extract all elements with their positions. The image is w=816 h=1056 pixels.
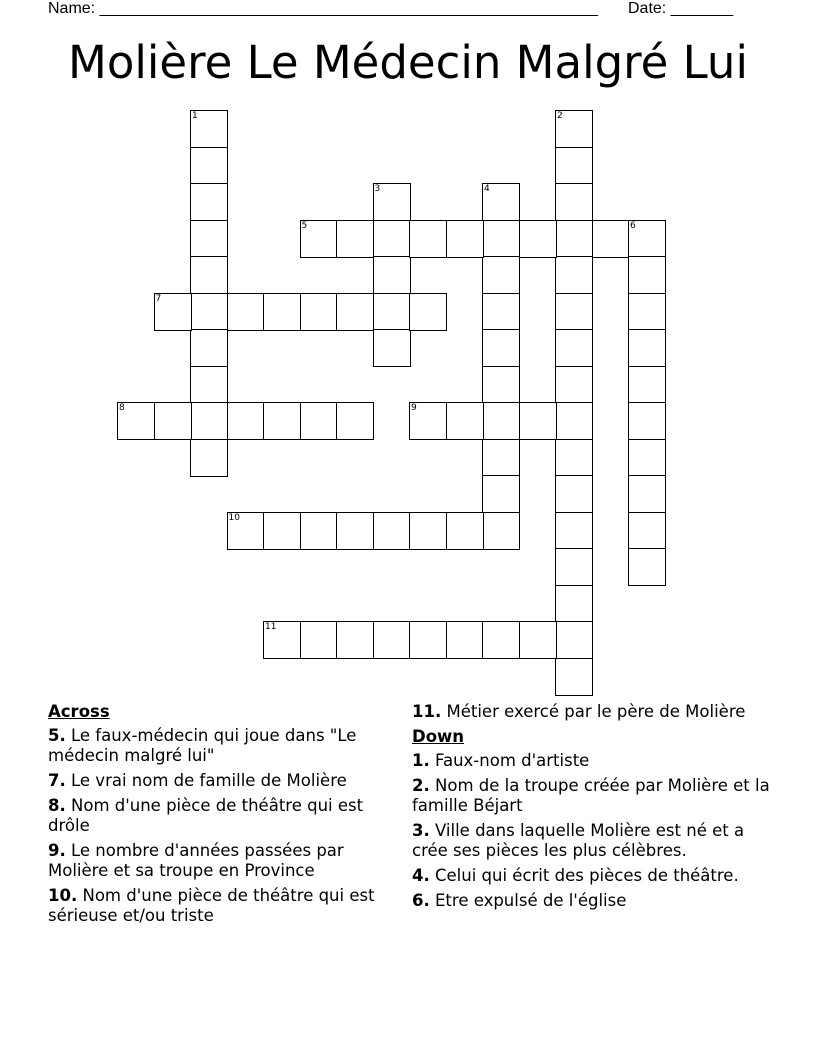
- grid-number: 4: [484, 184, 490, 194]
- grid-cell[interactable]: [555, 256, 593, 294]
- grid-number: 5: [301, 220, 308, 231]
- grid-cell[interactable]: [628, 366, 666, 404]
- grid-cell[interactable]: [628, 329, 666, 367]
- name-field-label[interactable]: Name: ________________________________________________________: [48, 0, 598, 17]
- grid-cell[interactable]: [409, 402, 447, 440]
- grid-cell[interactable]: [555, 183, 593, 221]
- grid-cell[interactable]: [482, 293, 520, 331]
- grid-cell[interactable]: [190, 147, 228, 185]
- grid-cell[interactable]: [227, 293, 265, 331]
- grid-number: 3: [374, 184, 381, 194]
- grid-cell[interactable]: [555, 621, 593, 659]
- grid-cell[interactable]: [336, 512, 374, 550]
- grid-cell[interactable]: [190, 329, 228, 367]
- grid-number: 9: [411, 403, 417, 413]
- grid-cell[interactable]: [446, 621, 484, 659]
- grid-cell[interactable]: [446, 402, 484, 440]
- grid-number: 6: [630, 220, 636, 231]
- grid-cell[interactable]: [482, 329, 520, 367]
- grid-cell[interactable]: [628, 475, 666, 513]
- grid-cell[interactable]: [482, 475, 520, 513]
- grid-number: 8: [119, 403, 125, 413]
- grid-cell[interactable]: [227, 402, 265, 440]
- clue-down-3: 3. Ville dans laquelle Molière est né et a crée ses pièces les plus célèbres.: [412, 821, 745, 860]
- across-heading: Across: [48, 702, 110, 721]
- grid-cell[interactable]: [300, 512, 338, 550]
- grid-cell[interactable]: [482, 183, 520, 221]
- grid-cell[interactable]: [409, 512, 447, 550]
- grid-cell[interactable]: [373, 256, 411, 294]
- grid-cell[interactable]: [263, 621, 301, 659]
- clue-across-11: 11. Métier exercé par le père de Molière: [412, 702, 746, 721]
- grid-cell[interactable]: [555, 110, 593, 148]
- grid-cell[interactable]: [190, 256, 228, 294]
- clue-across-10: 10. Nom d'une pièce de théâtre qui est sérieuse et/ou triste: [48, 886, 375, 925]
- grid-cell[interactable]: [555, 147, 593, 185]
- grid-cell[interactable]: [555, 512, 593, 550]
- grid-cell[interactable]: [263, 402, 301, 440]
- date-field-label[interactable]: Date: _______: [628, 0, 733, 17]
- grid-number: 7: [155, 293, 162, 304]
- grid-cell[interactable]: [373, 512, 411, 550]
- grid-number: 11: [265, 622, 277, 632]
- grid-cell[interactable]: [373, 621, 411, 659]
- grid-cell[interactable]: [373, 183, 411, 221]
- grid-cell[interactable]: [336, 293, 374, 331]
- grid-cell[interactable]: [555, 329, 593, 367]
- grid-cell[interactable]: [628, 256, 666, 294]
- grid-cell[interactable]: [154, 402, 192, 440]
- grid-cell[interactable]: [117, 402, 155, 440]
- grid-cell[interactable]: [263, 293, 301, 331]
- grid-cell[interactable]: [300, 220, 338, 258]
- grid-cell[interactable]: [336, 220, 374, 258]
- grid-cell[interactable]: [446, 220, 484, 258]
- grid-cell[interactable]: [555, 658, 593, 696]
- grid-cell[interactable]: [555, 402, 593, 440]
- grid-cell[interactable]: [190, 110, 228, 148]
- grid-cell[interactable]: [190, 183, 228, 221]
- grid-cell[interactable]: [555, 475, 593, 513]
- grid-cell[interactable]: [482, 512, 520, 550]
- grid-cell[interactable]: [555, 220, 593, 258]
- grid-number: 2: [557, 111, 563, 121]
- grid-cell[interactable]: [628, 293, 666, 331]
- grid-cell[interactable]: [482, 402, 520, 440]
- grid-cell[interactable]: [300, 293, 338, 331]
- clue-down-6: 6. Etre expulsé de l'église: [412, 891, 627, 910]
- grid-cell[interactable]: [190, 293, 228, 331]
- clues-column-left: [48, 702, 388, 931]
- grid-cell[interactable]: [482, 366, 520, 404]
- grid-cell[interactable]: [482, 621, 520, 659]
- grid-cell[interactable]: [336, 402, 374, 440]
- grid-cell[interactable]: [555, 585, 593, 623]
- clues-column-right: [412, 702, 772, 916]
- clue-across-5: 5. Le faux-médecin qui joue dans "Le médecin malgré lui": [48, 726, 357, 765]
- grid-number: 10: [228, 512, 240, 523]
- grid-cell[interactable]: [373, 220, 411, 258]
- grid-cell[interactable]: [519, 402, 557, 440]
- clue-down-1: 1. Faux-nom d'artiste: [412, 751, 590, 770]
- grid-cell[interactable]: [300, 621, 338, 659]
- grid-cell[interactable]: [190, 366, 228, 404]
- grid-cell[interactable]: [482, 256, 520, 294]
- grid-cell[interactable]: [555, 439, 593, 477]
- grid-cell[interactable]: [628, 548, 666, 586]
- grid-cell[interactable]: [628, 402, 666, 440]
- grid-cell[interactable]: [300, 402, 338, 440]
- grid-cell[interactable]: [628, 439, 666, 477]
- grid-cell[interactable]: [592, 220, 630, 258]
- grid-cell[interactable]: [373, 293, 411, 331]
- page-title: Molière Le Médecin Malgré Lui: [68, 36, 748, 89]
- clue-across-7: 7. Le vrai nom de famille de Molière: [48, 771, 347, 790]
- grid-cell[interactable]: [409, 621, 447, 659]
- grid-cell[interactable]: [555, 366, 593, 404]
- grid-cell[interactable]: [190, 220, 228, 258]
- clue-across-8: 8. Nom d'une pièce de théâtre qui est drôle: [48, 796, 364, 835]
- grid-cell[interactable]: [373, 329, 411, 367]
- grid-cell[interactable]: [409, 220, 447, 258]
- down-heading: Down: [412, 727, 465, 746]
- grid-cell[interactable]: [519, 220, 557, 258]
- grid-cell[interactable]: [555, 293, 593, 331]
- grid-cell[interactable]: [154, 293, 192, 331]
- grid-cell[interactable]: [555, 548, 593, 586]
- grid-cell[interactable]: [628, 512, 666, 550]
- grid-cell[interactable]: [227, 512, 265, 550]
- grid-cell[interactable]: [482, 220, 520, 258]
- grid-cell[interactable]: [409, 293, 447, 331]
- grid-cell[interactable]: [190, 439, 228, 477]
- clue-down-2: 2. Nom de la troupe créée par Molière et la famille Béjart: [412, 776, 770, 815]
- grid-cell[interactable]: [519, 621, 557, 659]
- grid-cell[interactable]: [190, 402, 228, 440]
- grid-cell[interactable]: [336, 621, 374, 659]
- clue-down-4: 4. Celui qui écrit des pièces de théâtre.: [412, 866, 739, 885]
- grid-cell[interactable]: [263, 512, 301, 550]
- grid-cell[interactable]: [482, 439, 520, 477]
- grid-number: 1: [192, 111, 198, 121]
- grid-cell[interactable]: [446, 512, 484, 550]
- grid-cell[interactable]: [628, 220, 666, 258]
- clue-across-9: 9. Le nombre d'années passées par Molière et sa troupe en Province: [48, 841, 344, 880]
